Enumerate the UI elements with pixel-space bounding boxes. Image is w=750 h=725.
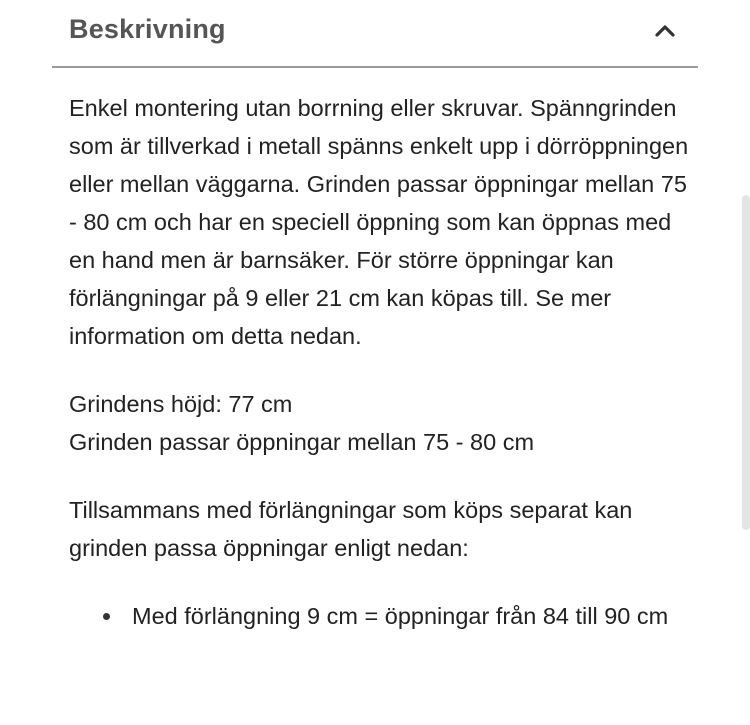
chevron-up-icon[interactable] xyxy=(652,20,678,42)
description-paragraph: Enkel montering utan borrning eller skruvar. Spänngrinden som är tillverkad i metall spänns enkelt upp i dörröppningen eller mellan väggarna. Grinden passar öppningar mellan 75 - 80 cm och har en speciell öppning som kan öppnas med en hand men är barnsäker. För större öppningar kan förlängningar på 9 eller 21 cm kan köpas till. Se mer information om detta nedan. xyxy=(69,95,689,349)
accordion-header[interactable] xyxy=(52,0,698,68)
list-item xyxy=(69,597,699,635)
description-content xyxy=(69,89,699,635)
height-line: Grindens höjd: 77 cm xyxy=(69,391,293,417)
section-title: Beskrivning xyxy=(69,14,226,44)
scrollbar[interactable] xyxy=(742,195,750,530)
specs-paragraph xyxy=(69,385,699,461)
extensions-paragraph: Tillsammans med förlängningar som köps separat kan grinden passa öppningar enligt nedan: xyxy=(69,497,633,561)
bullet-icon xyxy=(103,613,110,620)
list-item-text: Med förlängning 9 cm = öppningar från 84 till 90 cm xyxy=(132,603,669,629)
extensions-list xyxy=(69,597,699,635)
fit-line: Grinden passar öppningar mellan 75 - 80 cm xyxy=(69,429,535,455)
